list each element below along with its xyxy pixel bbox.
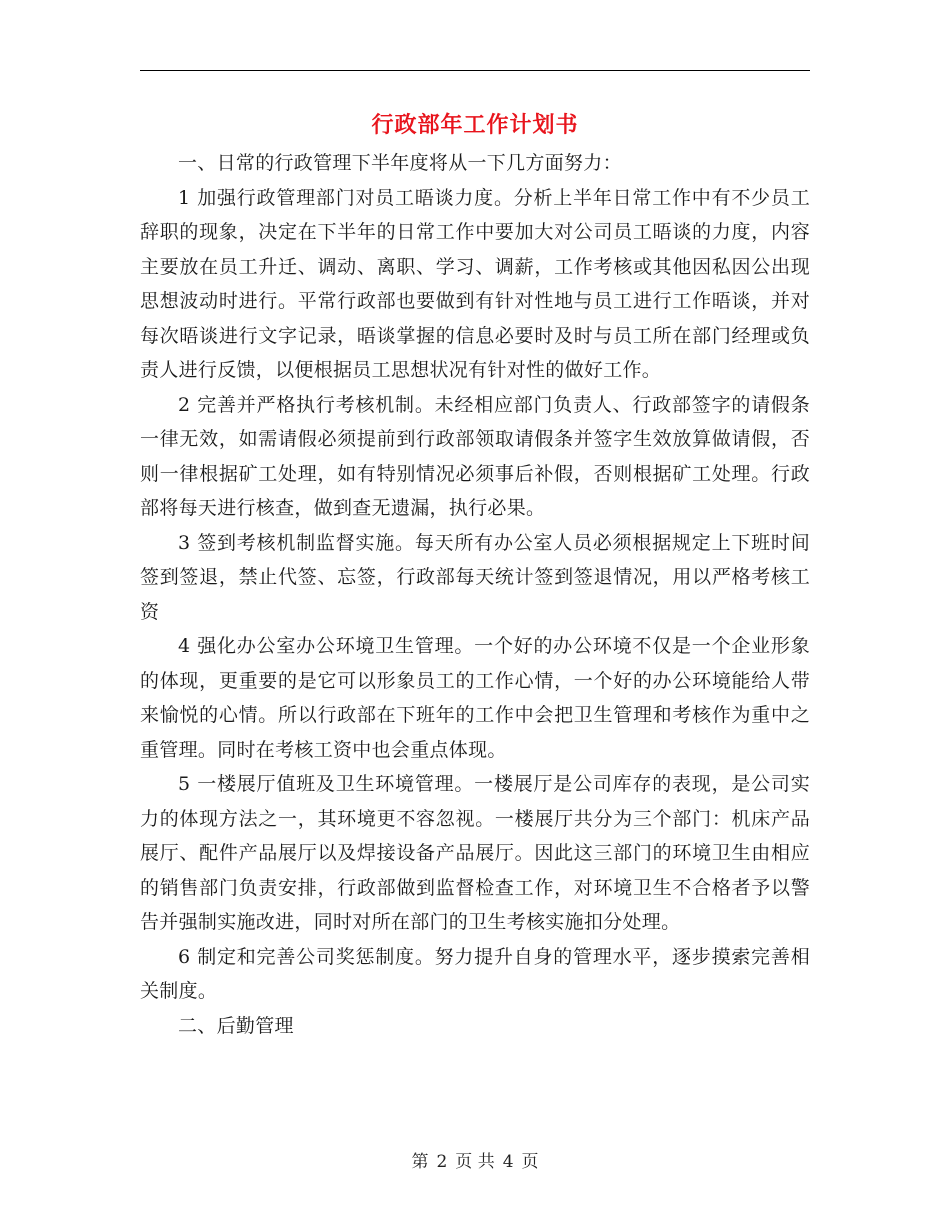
document-body xyxy=(140,146,810,1043)
footer-current-page: 2 xyxy=(436,1152,448,1172)
footer-middle: 页 共 xyxy=(455,1152,495,1172)
paragraph-item-1: 1 加强行政管理部门对员工晤谈力度。分析上半年日常工作中有不少员工辞职的现象，决定在下半年的日常工作中要加大对公司员工晤谈的力度，内容主要放在员工升迁、调动、离职、学习、调薪，工作考核或其他因私因公出现思想波动时进行。平常行政部也要做到有针对性地与员工进行工作晤谈，并对每次晤谈进行文字记录，晤谈掌握的信息必要时及时与员工所在部门经理或负责人进行反馈，以便根据员工思想状况有针对性的做好工作。 xyxy=(140,186,810,381)
footer-prefix: 第 xyxy=(411,1152,429,1172)
paragraph-item-3: 3 签到考核机制监督实施。每天所有办公室人员必须根据规定上下班时间签到签退，禁止代签、忘签，行政部每天统计签到签退情况，用以严格考核工资 xyxy=(140,531,810,623)
paragraph-item-5: 5 一楼展厅值班及卫生环境管理。一楼展厅是公司库存的表现，是公司实力的体现方法之一，其环境更不容忽视。一楼展厅共分为三个部门：机床产品展厅、配件产品展厅以及焊接设备产品展厅。因此这三部门的环境卫生由相应的销售部门负责安排，行政部做到监督检查工作，对环境卫生不合格者予以警告并强制实施改进，同时对所在部门的卫生考核实施扣分处理。 xyxy=(140,773,810,933)
footer-total-pages: 4 xyxy=(502,1152,514,1172)
document-title: 行政部年工作计划书 xyxy=(371,112,579,138)
page-footer xyxy=(0,1150,950,1174)
paragraph-item-2: 2 完善并严格执行考核机制。未经相应部门负责人、行政部签字的请假条一律无效，如需请假必须提前到行政部领取请假条并签字生效放算做请假，否则一律根据矿工处理，如有特别情况必须事后补假，否则根据矿工处理。行政部将每天进行核查，做到查无遗漏，执行必果。 xyxy=(140,393,810,519)
section-heading-logistics: 二、后勤管理 xyxy=(178,1014,294,1037)
paragraph-item-6: 6 制定和完善公司奖惩制度。努力提升自身的管理水平，逐步摸索完善相关制度。 xyxy=(140,945,810,1002)
paragraph-item-4: 4 强化办公室办公环境卫生管理。一个好的办公环境不仅是一个企业形象的体现，更重要的是它可以形象员工的工作心情，一个好的办公环境能给人带来愉悦的心情。所以行政部在下班年的工作中会把卫生管理和考核作为重中之重管理。同时在考核工资中也会重点体现。 xyxy=(140,635,810,761)
header-rule xyxy=(140,70,810,71)
footer-suffix: 页 xyxy=(521,1152,539,1172)
section-heading-daily-admin: 一、日常的行政管理下半年度将从一下几方面努力： xyxy=(178,152,622,174)
